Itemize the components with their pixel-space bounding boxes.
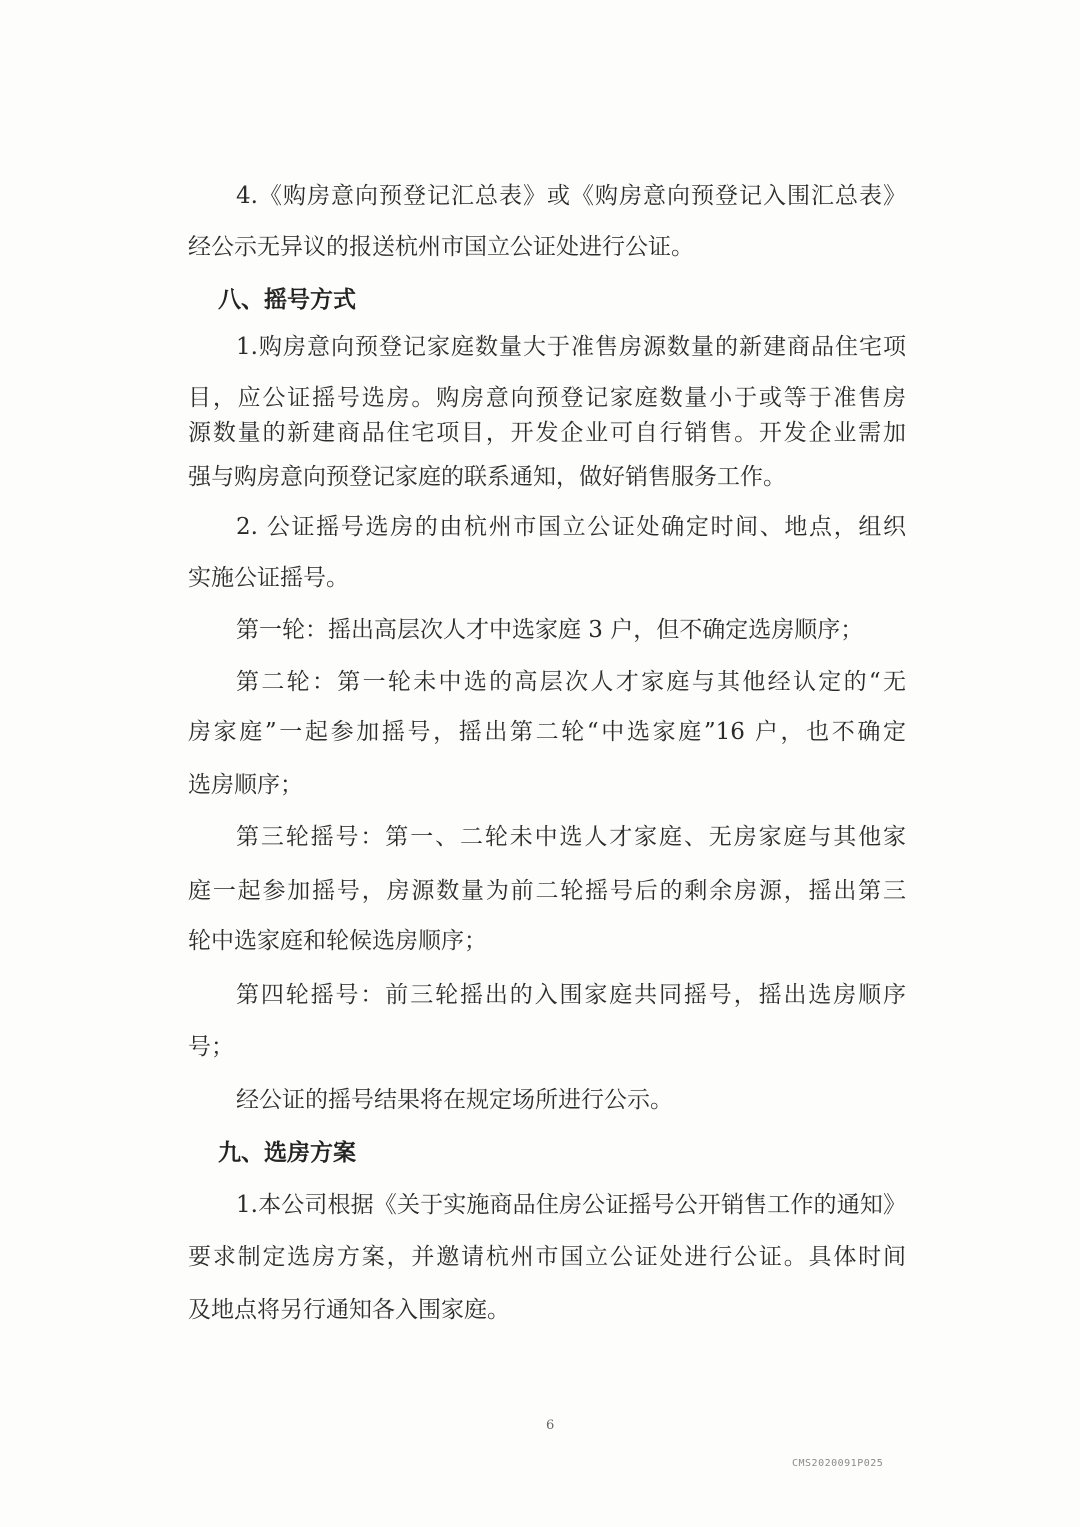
paragraph-line: 轮中选家庭和轮候选房顺序； xyxy=(188,928,487,954)
paragraph-line: 第三轮摇号：第一、二轮未中选人才家庭、无房家庭与其他家 xyxy=(236,824,906,850)
section-heading-8: 八、摇号方式 xyxy=(218,287,356,313)
paragraph-line: 实施公证摇号。 xyxy=(188,565,349,591)
paragraph-line: 选房顺序； xyxy=(188,772,303,798)
paragraph-line: 源数量的新建商品住宅项目，开发企业可自行销售。开发企业需加 xyxy=(188,420,906,446)
page-number: 6 xyxy=(546,1418,555,1433)
paragraph-line: 第四轮摇号：前三轮摇出的入围家庭共同摇号，摇出选房顺序 xyxy=(236,982,906,1008)
paragraph-line: 经公证的摇号结果将在规定场所进行公示。 xyxy=(236,1087,673,1113)
paragraph-line: 4.《购房意向预登记汇总表》或《购房意向预登记入围汇总表》 xyxy=(236,183,906,209)
paragraph-line: 房家庭”一起参加摇号，摇出第二轮“中选家庭”16 户，也不确定 xyxy=(188,719,906,745)
paragraph-line: 强与购房意向预登记家庭的联系通知，做好销售服务工作。 xyxy=(188,464,786,490)
paragraph-line: 目，应公证摇号选房。购房意向预登记家庭数量小于或等于准售房 xyxy=(188,385,906,411)
paragraph-line: 第一轮：摇出高层次人才中选家庭 3 户，但不确定选房顺序； xyxy=(236,617,864,643)
paragraph-line: 号； xyxy=(188,1034,234,1060)
paragraph-line: 经公示无异议的报送杭州市国立公证处进行公证。 xyxy=(188,234,694,260)
paragraph-line: 2. 公证摇号选房的由杭州市国立公证处确定时间、地点，组织 xyxy=(236,514,906,540)
paragraph-line: 1.本公司根据《关于实施商品住房公证摇号公开销售工作的通知》 xyxy=(236,1192,906,1218)
paragraph-line: 第二轮：第一轮未中选的高层次人才家庭与其他经认定的“无 xyxy=(236,669,906,695)
paragraph-line: 及地点将另行通知各入围家庭。 xyxy=(188,1297,510,1323)
paragraph-line: 1.购房意向预登记家庭数量大于准售房源数量的新建商品住宅项 xyxy=(236,334,906,360)
paragraph-line: 要求制定选房方案，并邀请杭州市国立公证处进行公证。具体时间 xyxy=(188,1244,906,1270)
section-heading-9: 九、选房方案 xyxy=(218,1140,356,1166)
paragraph-line: 庭一起参加摇号，房源数量为前二轮摇号后的剩余房源，摇出第三 xyxy=(188,878,906,904)
document-code: CMS2020091P025 xyxy=(792,1458,884,1469)
